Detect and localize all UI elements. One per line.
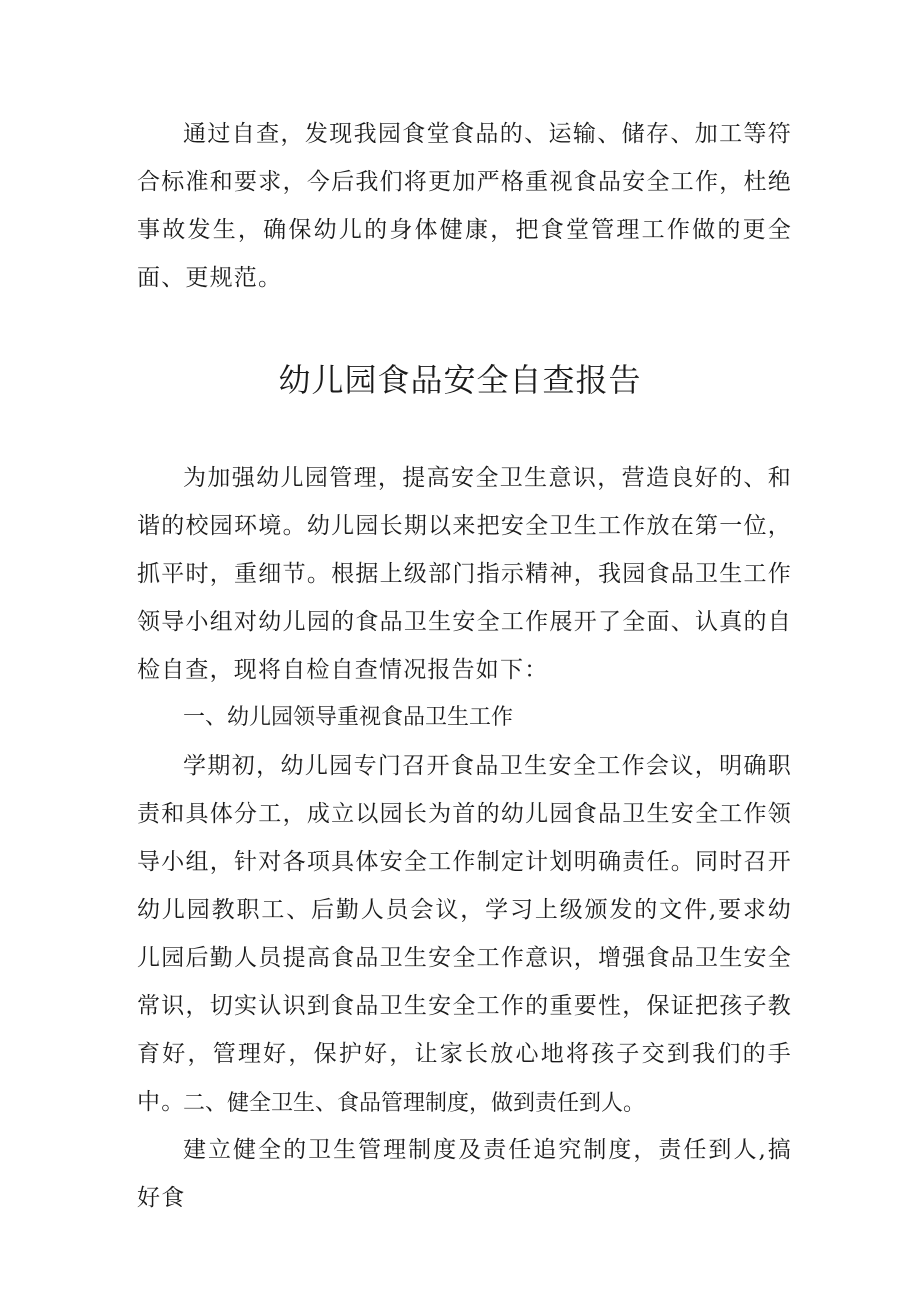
section-1-heading: 一、幼儿园领导重视食品卫生工作 [183, 705, 514, 730]
report-title: 幼儿园食品安全自查报告 [278, 361, 642, 399]
intro-paragraph: 通过自查，发现我园食堂食品的、运输、储存、加工等符合标准和要求，今后我们将更加严格重视食品安全工作，杜绝事故发生，确保幼儿的身体健康，把食堂管理工作做的更全面、更规范。 [137, 121, 792, 291]
section-2-heading: 二、健全卫生、食品管理制度，做到责任到人。 [183, 1091, 646, 1116]
section-2-paragraph: 建立健全的卫生管理制度及责任追究制度，责任到人,搞好食 [137, 1137, 792, 1211]
opening-paragraph: 为加强幼儿园管理，提高安全卫生意识，营造良好的、和谐的校园环境。幼儿园长期以来把安全卫生工作放在第一位，抓平时，重细节。根据上级部门指示精神，我园食品卫生工作领导小组对幼儿园的食品卫生安全工作展开了全面、认真的自检自查，现将自检自查情况报告如下： [137, 465, 792, 683]
section-1-paragraph: 学期初，幼儿园专门召开食品卫生安全工作会议，明确职责和具体分工，成立以园长为首的幼儿园食品卫生安全工作领导小组，针对各项具体安全工作制定计划明确责任。同时召开幼儿园教职工、后勤人员会议，学习上级颁发的文件,要求幼儿园后勤人员提高食品卫生安全工作意识，增强食品卫生安全常识，切实认识到食品卫生安全工作的重要性，保证把孩子教育好，管理好，保护好，让家长放心地将孩子交到我们的手中。 [137, 753, 792, 1115]
